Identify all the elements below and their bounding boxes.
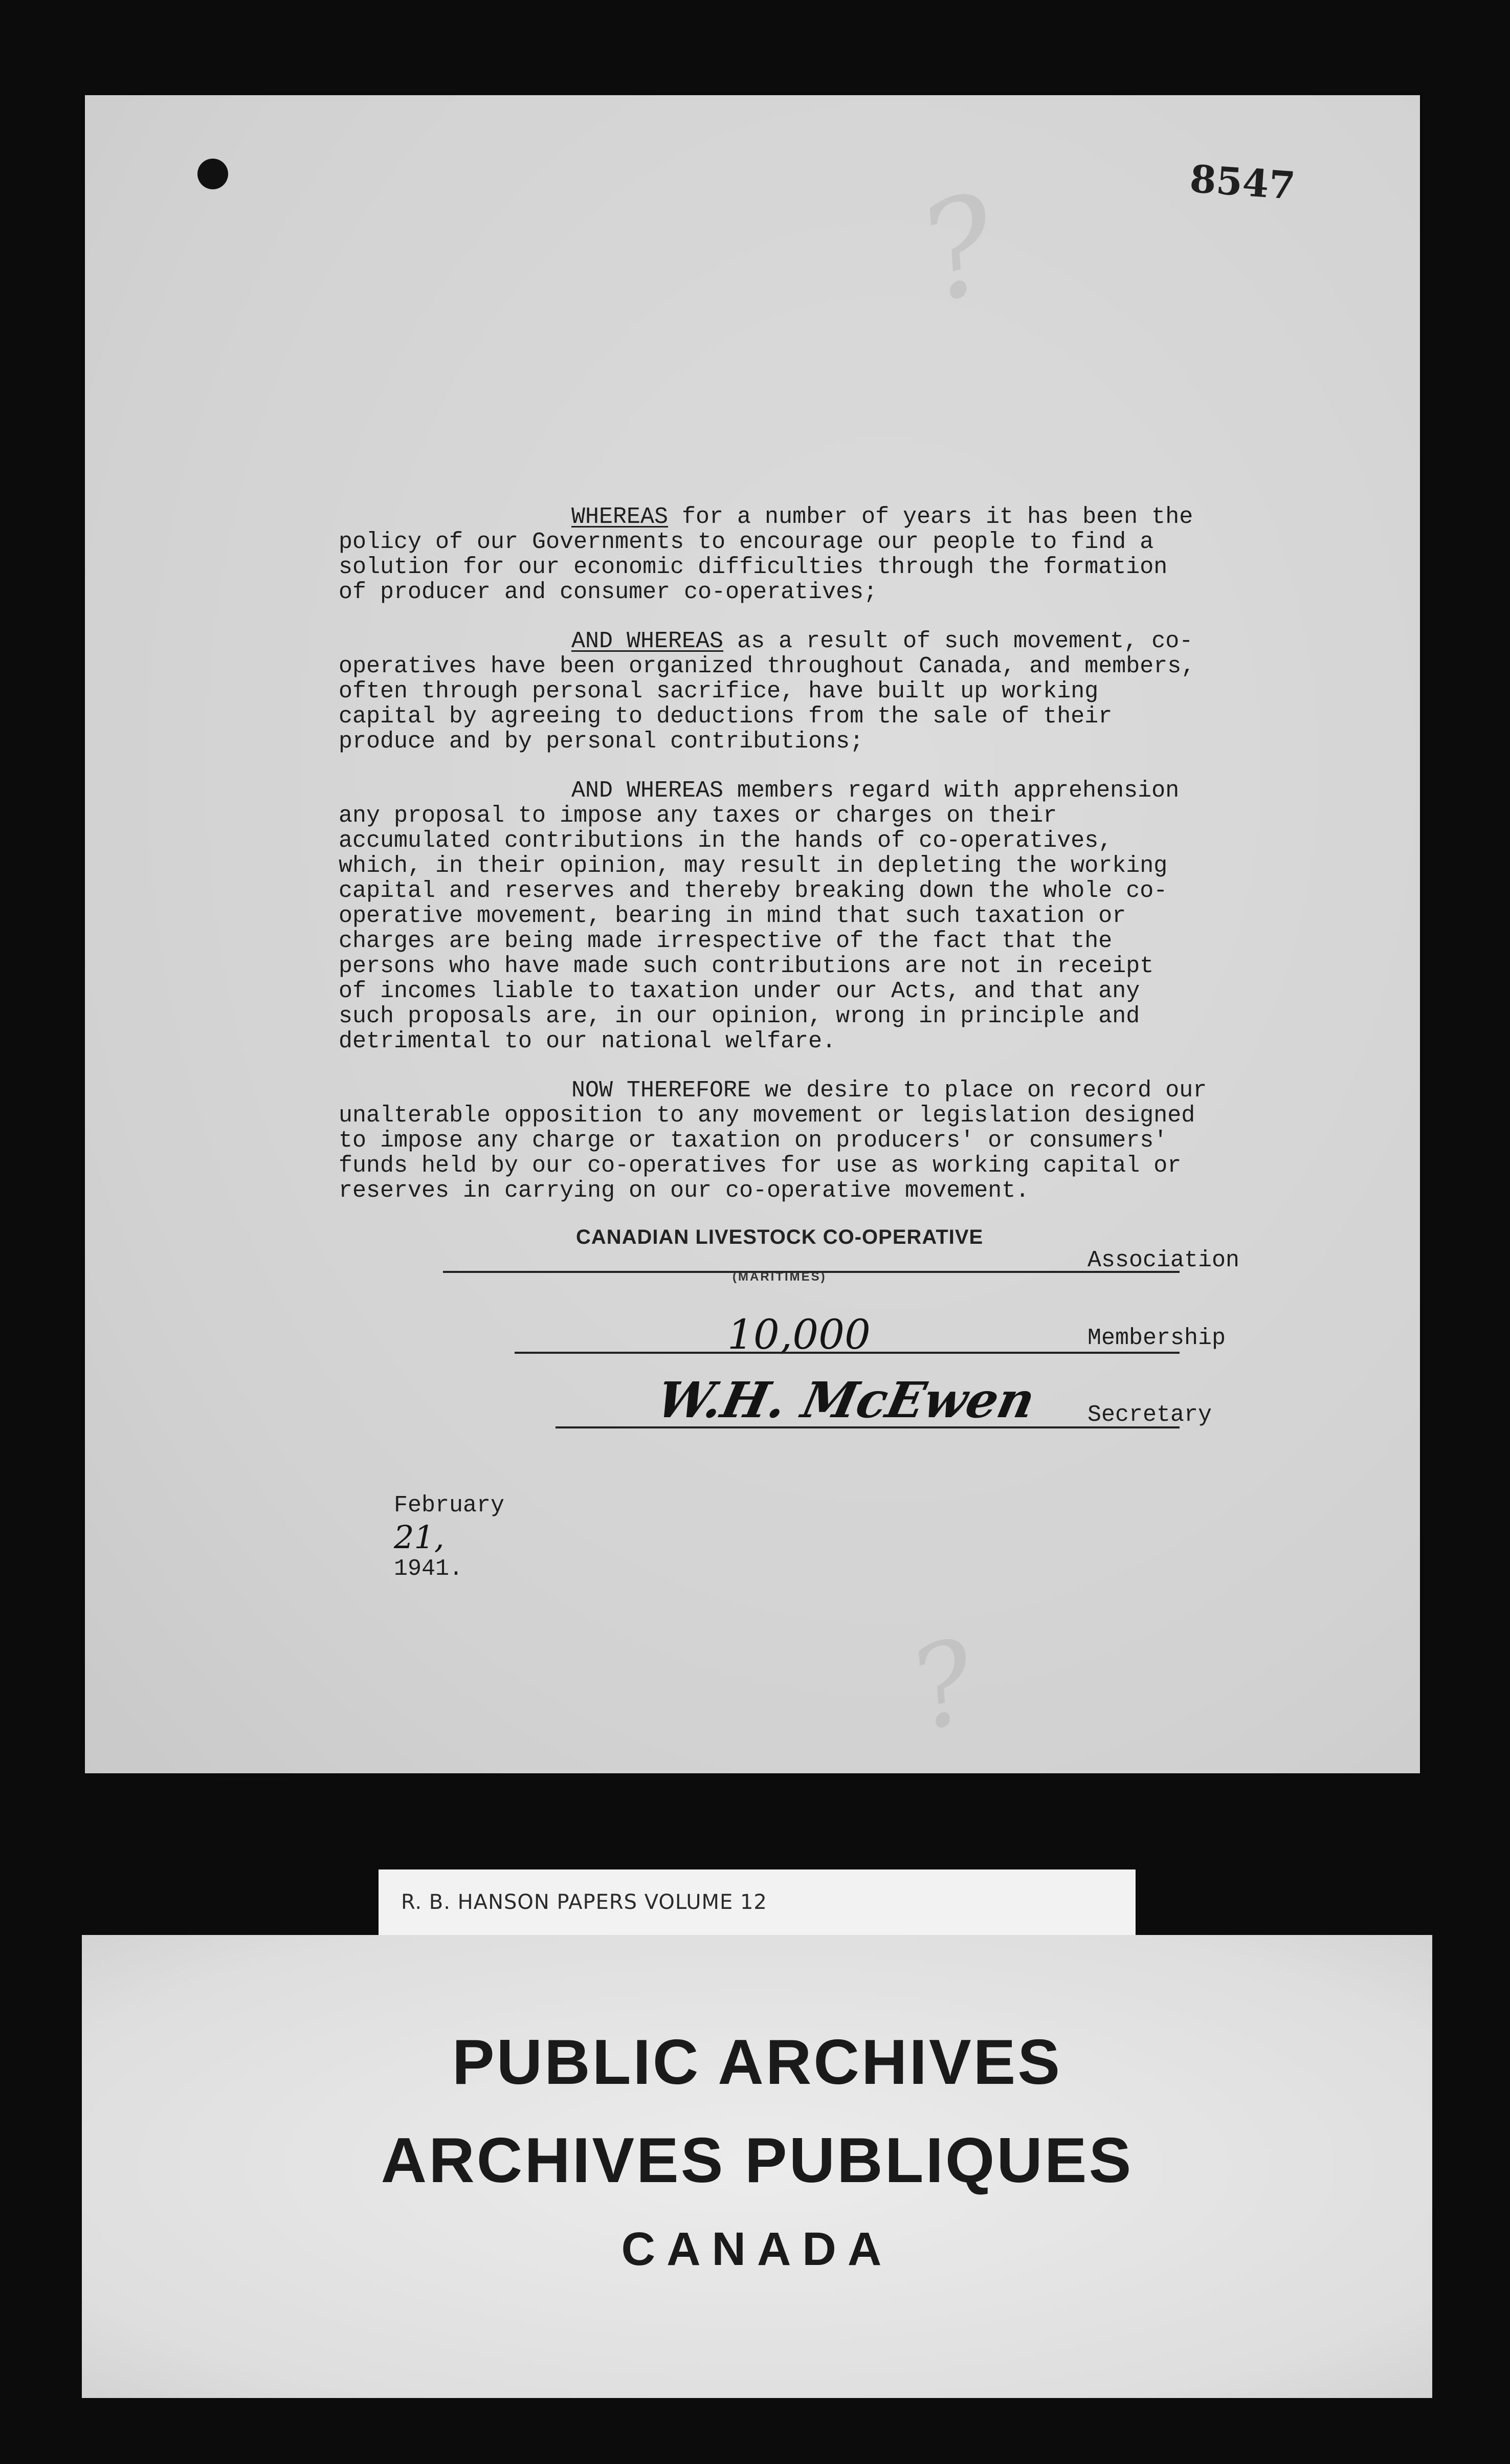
and-whereas-lead: AND WHEREAS — [571, 628, 724, 654]
paragraph-now-therefore: NOW THEREFORE we desire to place on record our unalterable opposition to any movement or legislation designed to impose any charge or taxation on producers' or consumers' funds held by our co-operatives for use as working capital or reserves in carrying on our co-operative movement. — [339, 1077, 1207, 1204]
date-day-handwritten: 21, — [394, 1519, 445, 1556]
secretary-signature: W.H. McEwen — [651, 1371, 1040, 1429]
association-label: Association — [1087, 1247, 1240, 1273]
association-name-stamp: CANADIAN LIVESTOCK CO-OPERATIVE — [576, 1226, 984, 1248]
whereas-lead: WHEREAS — [571, 504, 669, 530]
secretary-label: Secretary — [1087, 1402, 1212, 1428]
punch-hole — [197, 159, 228, 189]
document-date — [339, 1466, 504, 1608]
page-number: 8547 — [1188, 157, 1297, 209]
archives-line-english: PUBLIC ARCHIVES — [452, 2027, 1062, 2098]
faint-watermark-mark: ? — [905, 165, 1014, 333]
paragraph-whereas: WHEREAS for a number of years it has been the policy of our Governments to encourage our people to find a solution for our economic difficulties through the formation of producer and consumer co-operatives; — [339, 504, 1193, 605]
volume-label: R. B. HANSON PAPERS VOLUME 12 — [379, 1869, 1136, 1935]
paragraph-and-whereas-1: AND WHEREAS as a result of such movement, co- operatives have been organized throughout Canada, and members, often through personal sacrifice, have built up working capital by agreeing to deductions from the sale of their produce and by personal contributions; — [339, 628, 1195, 755]
membership-value: 10,000 — [727, 1311, 871, 1358]
date-month: February — [394, 1492, 505, 1519]
association-subname-stamp: (MARITIMES) — [732, 1270, 827, 1284]
document-page — [85, 95, 1420, 1773]
membership-label: Membership — [1087, 1325, 1226, 1351]
resolution-text — [339, 504, 1387, 1227]
date-year: 1941. — [394, 1556, 463, 1582]
archives-line-french: ARCHIVES PUBLIQUES — [381, 2125, 1134, 2196]
archives-line-country: CANADA — [621, 2223, 893, 2275]
archives-card — [82, 1935, 1432, 2398]
faint-watermark-mark: ? — [897, 1614, 990, 1756]
membership-rule — [515, 1352, 1180, 1354]
paragraph-and-whereas-2: AND WHEREAS members regard with apprehension any proposal to impose any taxes or charges on their accumulated contributions in the hands of co-operatives, which, in their opinion, may result in depleting the working capital and reserves and thereby breaking down the whole co- operative movement, bearing in mind that such taxation or charges are being made irrespective of the fact that the persons who have made such contributions are not in receipt of incomes liable to taxation under our Acts, and that any such proposals are, in our opinion, wrong in principle and detrimental to our national welfare. — [339, 778, 1180, 1054]
secretary-rule — [556, 1426, 1180, 1428]
